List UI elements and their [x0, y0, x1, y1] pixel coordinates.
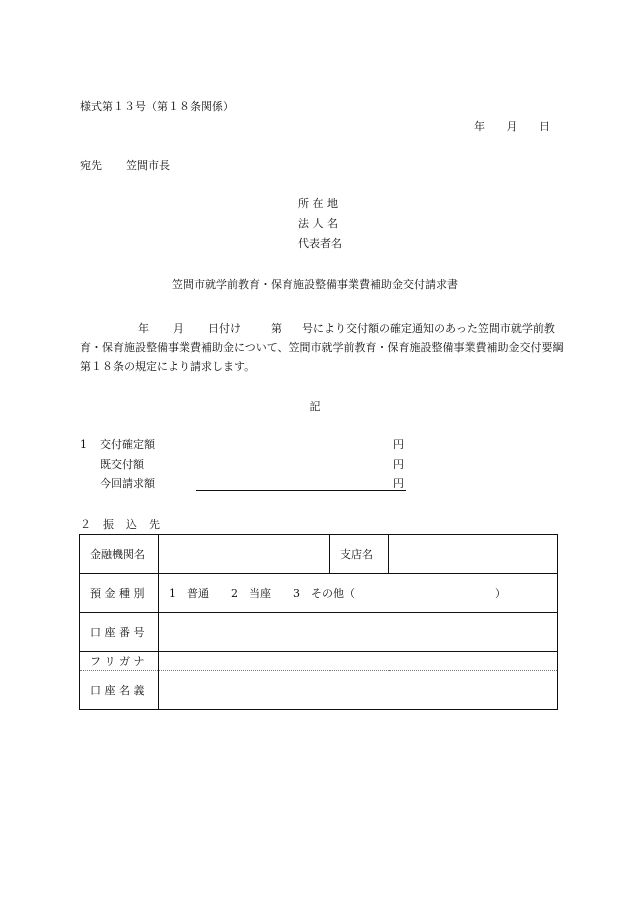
body-year: 年 [138, 322, 149, 335]
date-line [456, 120, 550, 134]
furigana-row [80, 652, 558, 671]
furigana-field[interactable] [159, 652, 558, 671]
account-type-other-close: ） [495, 587, 506, 600]
bank-row [80, 535, 558, 574]
applicant-address-label: 所 在 地 [298, 197, 338, 210]
branch-name-label: 支店名 [330, 535, 389, 574]
account-type-options [159, 574, 558, 613]
section1-number: 1 [80, 438, 87, 451]
item-this-request-unit: 円 [393, 477, 404, 490]
date-year: 年 [474, 120, 485, 133]
account-type-row [80, 574, 558, 613]
applicant-corp-name-label: 法 人 名 [298, 217, 338, 230]
account-number-label: 口 座 番 号 [80, 613, 159, 652]
body-dated: 日付け [208, 322, 241, 335]
addressee-label: 宛先 [80, 159, 102, 172]
account-type-ordinary[interactable]: 1 普通 [169, 587, 209, 600]
account-number-row [80, 613, 558, 652]
item-confirmed-amount-unit: 円 [393, 438, 404, 451]
account-name-row [80, 671, 558, 710]
account-type-checking[interactable]: 2 当座 [231, 587, 271, 600]
date-month: 月 [506, 120, 518, 133]
request-body [80, 319, 570, 376]
bank-name-label: 金融機関名 [80, 535, 159, 574]
item-already-paid-unit: 円 [393, 458, 404, 471]
section2-heading [80, 518, 160, 532]
bank-name-field[interactable] [159, 535, 330, 574]
document-title: 笠間市就学前教育・保育施設整備事業費補助金交付請求書 [172, 278, 458, 291]
request-amount-underline [196, 490, 406, 491]
item-already-paid-label: 既交付額 [100, 458, 144, 471]
account-name-field[interactable] [159, 671, 558, 710]
account-type-label: 預 金 種 別 [80, 574, 159, 613]
ki-heading: 記 [309, 400, 321, 413]
body-number-prefix: 第 [271, 322, 282, 335]
section2-title-char-1: 振 [103, 518, 114, 531]
body-month: 月 [173, 322, 184, 335]
form-number: 様式第１３号（第１８条関係） [80, 100, 234, 113]
applicant-representative-label: 代表者名 [298, 237, 342, 250]
item-confirmed-amount-label: 交付確定額 [100, 438, 155, 451]
section2-number: ２ [80, 518, 91, 531]
section2-title-char-3: 先 [149, 518, 160, 531]
date-day: 日 [539, 120, 550, 133]
bank-transfer-table [79, 534, 558, 710]
addressee [80, 159, 170, 173]
body-continuation: 号により交付額の確定通知のあった笠間市就学前教育・保育施設整備事業費補助金について、笠間市就学前教育・保育施設整備事業費補助金交付要綱第１８条の規定により請求します。 [80, 322, 564, 373]
account-number-field[interactable] [159, 613, 558, 652]
branch-name-field[interactable] [389, 535, 558, 574]
item-this-request-label: 今回請求額 [100, 477, 155, 490]
addressee-name: 笠間市長 [126, 159, 170, 172]
section2-title-char-2: 込 [126, 518, 137, 531]
account-type-other[interactable]: 3 その他（ [293, 587, 355, 600]
account-name-label: 口 座 名 義 [80, 671, 159, 710]
furigana-label: フ リ ガ ナ [80, 652, 159, 671]
